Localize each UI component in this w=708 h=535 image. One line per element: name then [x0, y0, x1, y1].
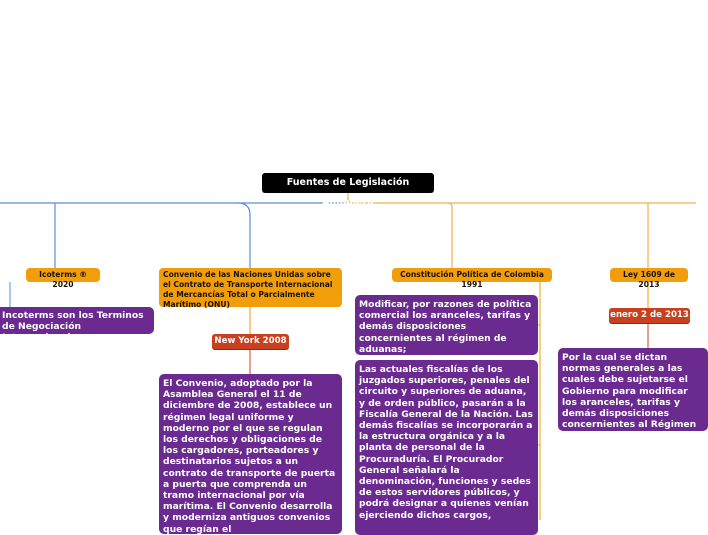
root-topic-label: Fuentes de Legislación Aduanera	[286, 177, 410, 208]
branch-constitucion[interactable]	[392, 268, 552, 289]
detail-convenio-text: El Convenio, adoptado por la Asamblea General el 11 de diciembre de 2008, establece un régimen legal uniforme y moderno por el que se regulan los derechos y obligaciones de los cargadores, porteadores y destinatarios sujetos a un contrato de transporte de puerta a puerta que comprenda un tramo internacional por vía marítima. El Convenio desarrolla y moderniza antiguos convenios que regían el	[163, 378, 336, 535]
date-ley[interactable]	[609, 308, 690, 323]
connector-convenio	[238, 203, 250, 269]
detail-ley[interactable]	[558, 348, 708, 442]
branch-constitucion-label: Constitución Política de Colombia 1991	[400, 270, 544, 289]
connector-constitucion	[448, 203, 452, 269]
branch-icoterms[interactable]	[26, 268, 100, 289]
detail-convenio[interactable]	[159, 374, 342, 534]
date-convenio[interactable]	[212, 334, 289, 349]
detail-constitucion-1-text: Modificar, por razones de política comercial los aranceles, tarifas y demás disposiciones concernientes al régimen de aduanas;	[359, 299, 532, 355]
connector-bus-left	[0, 199, 348, 203]
date-convenio-text: New York 2008	[214, 336, 287, 346]
detail-constitucion-1[interactable]	[355, 295, 538, 355]
branch-convenio[interactable]	[159, 268, 342, 307]
detail-icoterms[interactable]	[0, 307, 154, 344]
branch-ley-label: Ley 1609 de 2013	[623, 270, 675, 289]
detail-icoterms-text: Incoterms son los Terminos de Negociación Internacional	[2, 310, 144, 344]
connector-bus-right	[348, 199, 696, 203]
branch-icoterms-label: Icoterms ® 2020	[39, 270, 87, 289]
branch-convenio-label: Convenio de las Naciones Unidas sobre el Contrato de Transporte Internacional de Mercancías Total o Parcialmente Marítimo (ONU)	[163, 270, 333, 309]
detail-constitucion-2-text: Las actuales fiscalías de los juzgados superiores, penales del circuito y superiores de aduana, y de orden público, pasarán a la Fiscalía General de la Nación. Las demás fiscalías se incorporarán a la estructura orgánica y a la planta de personal de la Procuraduría. El Procurador General señalará la denominación, funciones y sedes de estos servidores públicos, y podrá designar a quienes venían ejerciendo dichos cargos,	[359, 364, 533, 521]
detail-ley-text: Por la cual se dictan normas generales a las cuales debe sujetarse el Gobierno para modificar los aranceles, tarifas y demás disposiciones concernientes al Régimen de Aduanas.	[562, 352, 697, 442]
date-ley-text: enero 2 de 2013	[610, 310, 689, 320]
detail-constitucion-2[interactable]	[355, 360, 538, 535]
branch-ley[interactable]	[610, 268, 688, 289]
root-topic[interactable]	[262, 173, 434, 208]
